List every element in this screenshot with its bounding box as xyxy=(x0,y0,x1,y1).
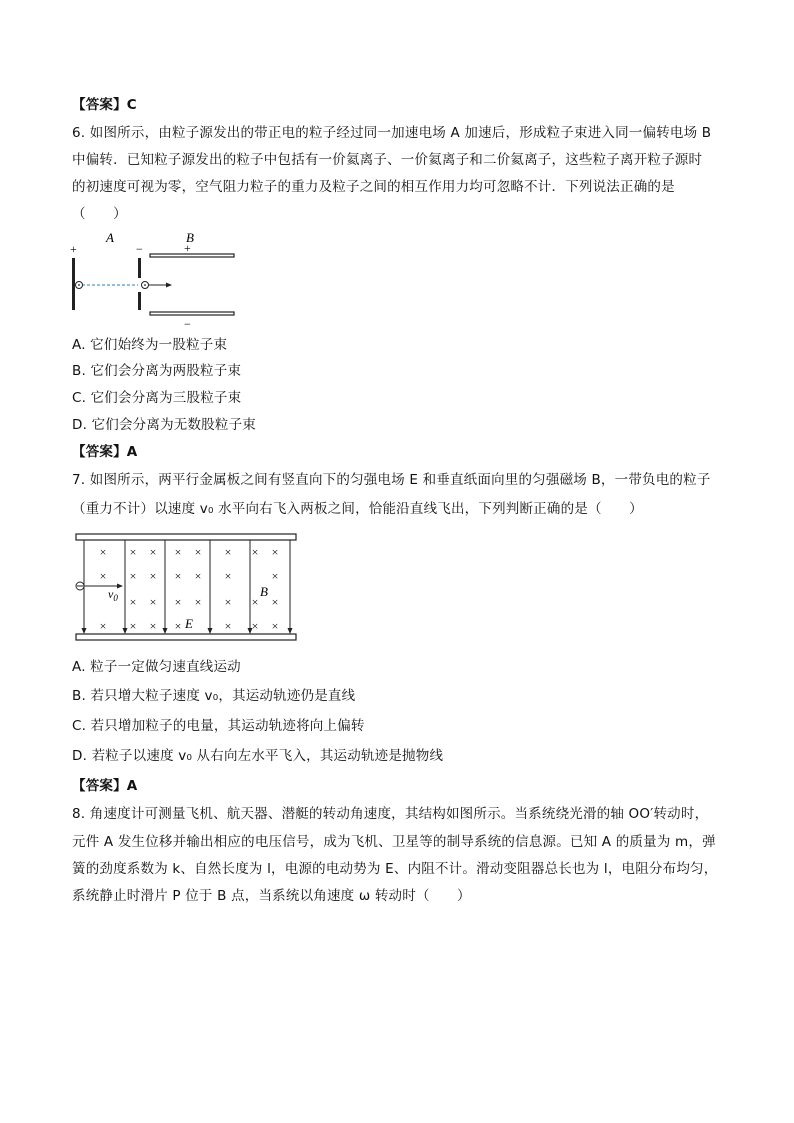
q6-label-a: A xyxy=(106,230,114,245)
q8-stem-line-1: 8. 角速度计可测量飞机、航天器、潜艇的转动角速度，其结构如图所示。当系统绕光滑的轴 OO′转动时， xyxy=(72,806,709,822)
q6-option-a: A. 它们始终为一股粒子束 xyxy=(72,337,228,353)
q6-answer: 【答案】A xyxy=(72,444,138,460)
q7-magnetic-cross: × xyxy=(99,569,107,583)
q6-stem-line-4: （ ） xyxy=(72,206,127,222)
q7-magnetic-cross: × xyxy=(251,619,259,633)
q7-magnetic-cross: × xyxy=(224,545,232,559)
q6-plate-right-top xyxy=(138,258,141,278)
q7-magnetic-cross: × xyxy=(271,569,279,583)
q7-magnetic-cross: × xyxy=(194,569,202,583)
q7-plate-bottom xyxy=(76,634,296,640)
q5-answer: 【答案】C xyxy=(72,97,137,113)
q7-stem-line-1: 7. 如图所示，两平行金属板之间有竖直向下的匀强电场 E 和垂直纸面向里的匀强磁场 B，一带负电的粒子 xyxy=(72,472,711,488)
q7-magnetic-cross: × xyxy=(174,569,182,583)
q7-field-arrowhead xyxy=(123,628,128,634)
q7-magnetic-cross: × xyxy=(271,545,279,559)
q7-label-v0: $v_0$ xyxy=(108,587,118,603)
q7-field-arrowhead xyxy=(82,628,87,634)
q6-minus-right: − xyxy=(136,242,143,256)
q7-magnetic-cross: × xyxy=(174,595,182,609)
q7-magnetic-cross: × xyxy=(194,545,202,559)
q7-magnetic-cross: × xyxy=(129,595,137,609)
q7-magnetic-cross: × xyxy=(194,595,202,609)
q7-magnetic-cross: × xyxy=(251,545,259,559)
q7-magnetic-cross: × xyxy=(149,619,157,633)
q6-label-b: B xyxy=(186,230,194,245)
q7-option-d: D. 若粒子以速度 v₀ 从右向左水平飞入，其运动轨迹是抛物线 xyxy=(72,748,444,764)
q6-plate-right-bottom xyxy=(138,292,141,310)
q6-plate-left xyxy=(72,258,75,310)
q7-magnetic-cross: × xyxy=(224,619,232,633)
q7-magnetic-cross: × xyxy=(99,545,107,559)
q7-magnetic-cross: × xyxy=(224,595,232,609)
q7-field-arrowhead xyxy=(208,628,213,634)
q7-magnetic-cross: × xyxy=(174,619,182,633)
q7-magnetic-cross: × xyxy=(129,545,137,559)
q7-stem-line-2: （重力不计）以速度 v₀ 水平向右飞入两板之间，恰能沿直线飞出，下列判断正确的是（ ） xyxy=(72,501,643,517)
q8-stem-line-2: 元件 A 发生位移并输出相应的电压信号，成为飞机、卫星等的制导系统的信息源。已知 A 的质量为 m，弹 xyxy=(72,834,716,850)
q6-plus-top: + xyxy=(184,241,191,255)
q6-option-c: C. 它们会分离为三股粒子束 xyxy=(72,390,242,406)
q7-plate-top xyxy=(76,534,296,540)
q6-plus-left: + xyxy=(70,242,77,256)
q6-option-b: B. 它们会分离为两股粒子束 xyxy=(72,363,242,379)
q8-stem-line-4: 系统静止时滑片 P 位于 B 点，当系统以角速度 ω 转动时（ ） xyxy=(72,888,471,904)
q6-option-d: D. 它们会分离为无数股粒子束 xyxy=(72,417,256,433)
q7-magnetic-cross: × xyxy=(149,595,157,609)
q7-magnetic-cross: × xyxy=(149,569,157,583)
q6-stem-line-3: 的初速度可视为零，空气阻力粒子的重力及粒子之间的相互作用力均可忽略不计．下列说法正确的是 xyxy=(72,179,675,195)
q7-magnetic-cross: × xyxy=(174,545,182,559)
q7-magnetic-cross: × xyxy=(224,569,232,583)
q7-magnetic-cross: × xyxy=(129,569,137,583)
q7-label-b: B xyxy=(260,584,268,599)
q6-deflect-plate-top xyxy=(150,254,234,257)
q6-stem-line-1: 6. 如图所示，由粒子源发出的带正电的粒子经过同一加速电场 A 加速后，形成粒子束进入同一偏转电场 B xyxy=(72,125,712,141)
q7-label-e: E xyxy=(185,616,193,631)
q6-deflect-plate-bottom xyxy=(150,312,234,315)
q7-magnetic-cross: × xyxy=(129,619,137,633)
q7-magnetic-cross: × xyxy=(271,595,279,609)
q7-answer: 【答案】A xyxy=(72,778,138,794)
q7-option-b: B. 若只增大粒子速度 v₀，其运动轨迹仍是直线 xyxy=(72,688,356,704)
q7-magnetic-cross: × xyxy=(99,619,107,633)
q7-field-arrowhead xyxy=(163,628,168,634)
q7-option-a: A. 粒子一定做匀速直线运动 xyxy=(72,659,241,675)
q6-stem-line-2: 中偏转．已知粒子源发出的粒子中包括有一价氦离子、一价氦离子和二价氦离子，这些粒子离开粒子源时 xyxy=(72,152,703,168)
q7-option-c: C. 若只增加粒子的电量，其运动轨迹将向上偏转 xyxy=(72,718,365,734)
q7-figure xyxy=(70,530,300,648)
q6-minus-bottom: − xyxy=(184,317,191,331)
q7-field-arrowhead xyxy=(288,628,293,634)
q7-magnetic-cross: × xyxy=(251,595,259,609)
q7-magnetic-cross: × xyxy=(149,545,157,559)
q8-stem-line-3: 簧的劲度系数为 k、自然长度为 l，电源的电动势为 E、内阻不计。滑动变阻器总长也为 l，电阻分布均匀， xyxy=(72,861,718,877)
q7-magnetic-cross: × xyxy=(271,619,279,633)
q6-figure xyxy=(62,228,252,332)
